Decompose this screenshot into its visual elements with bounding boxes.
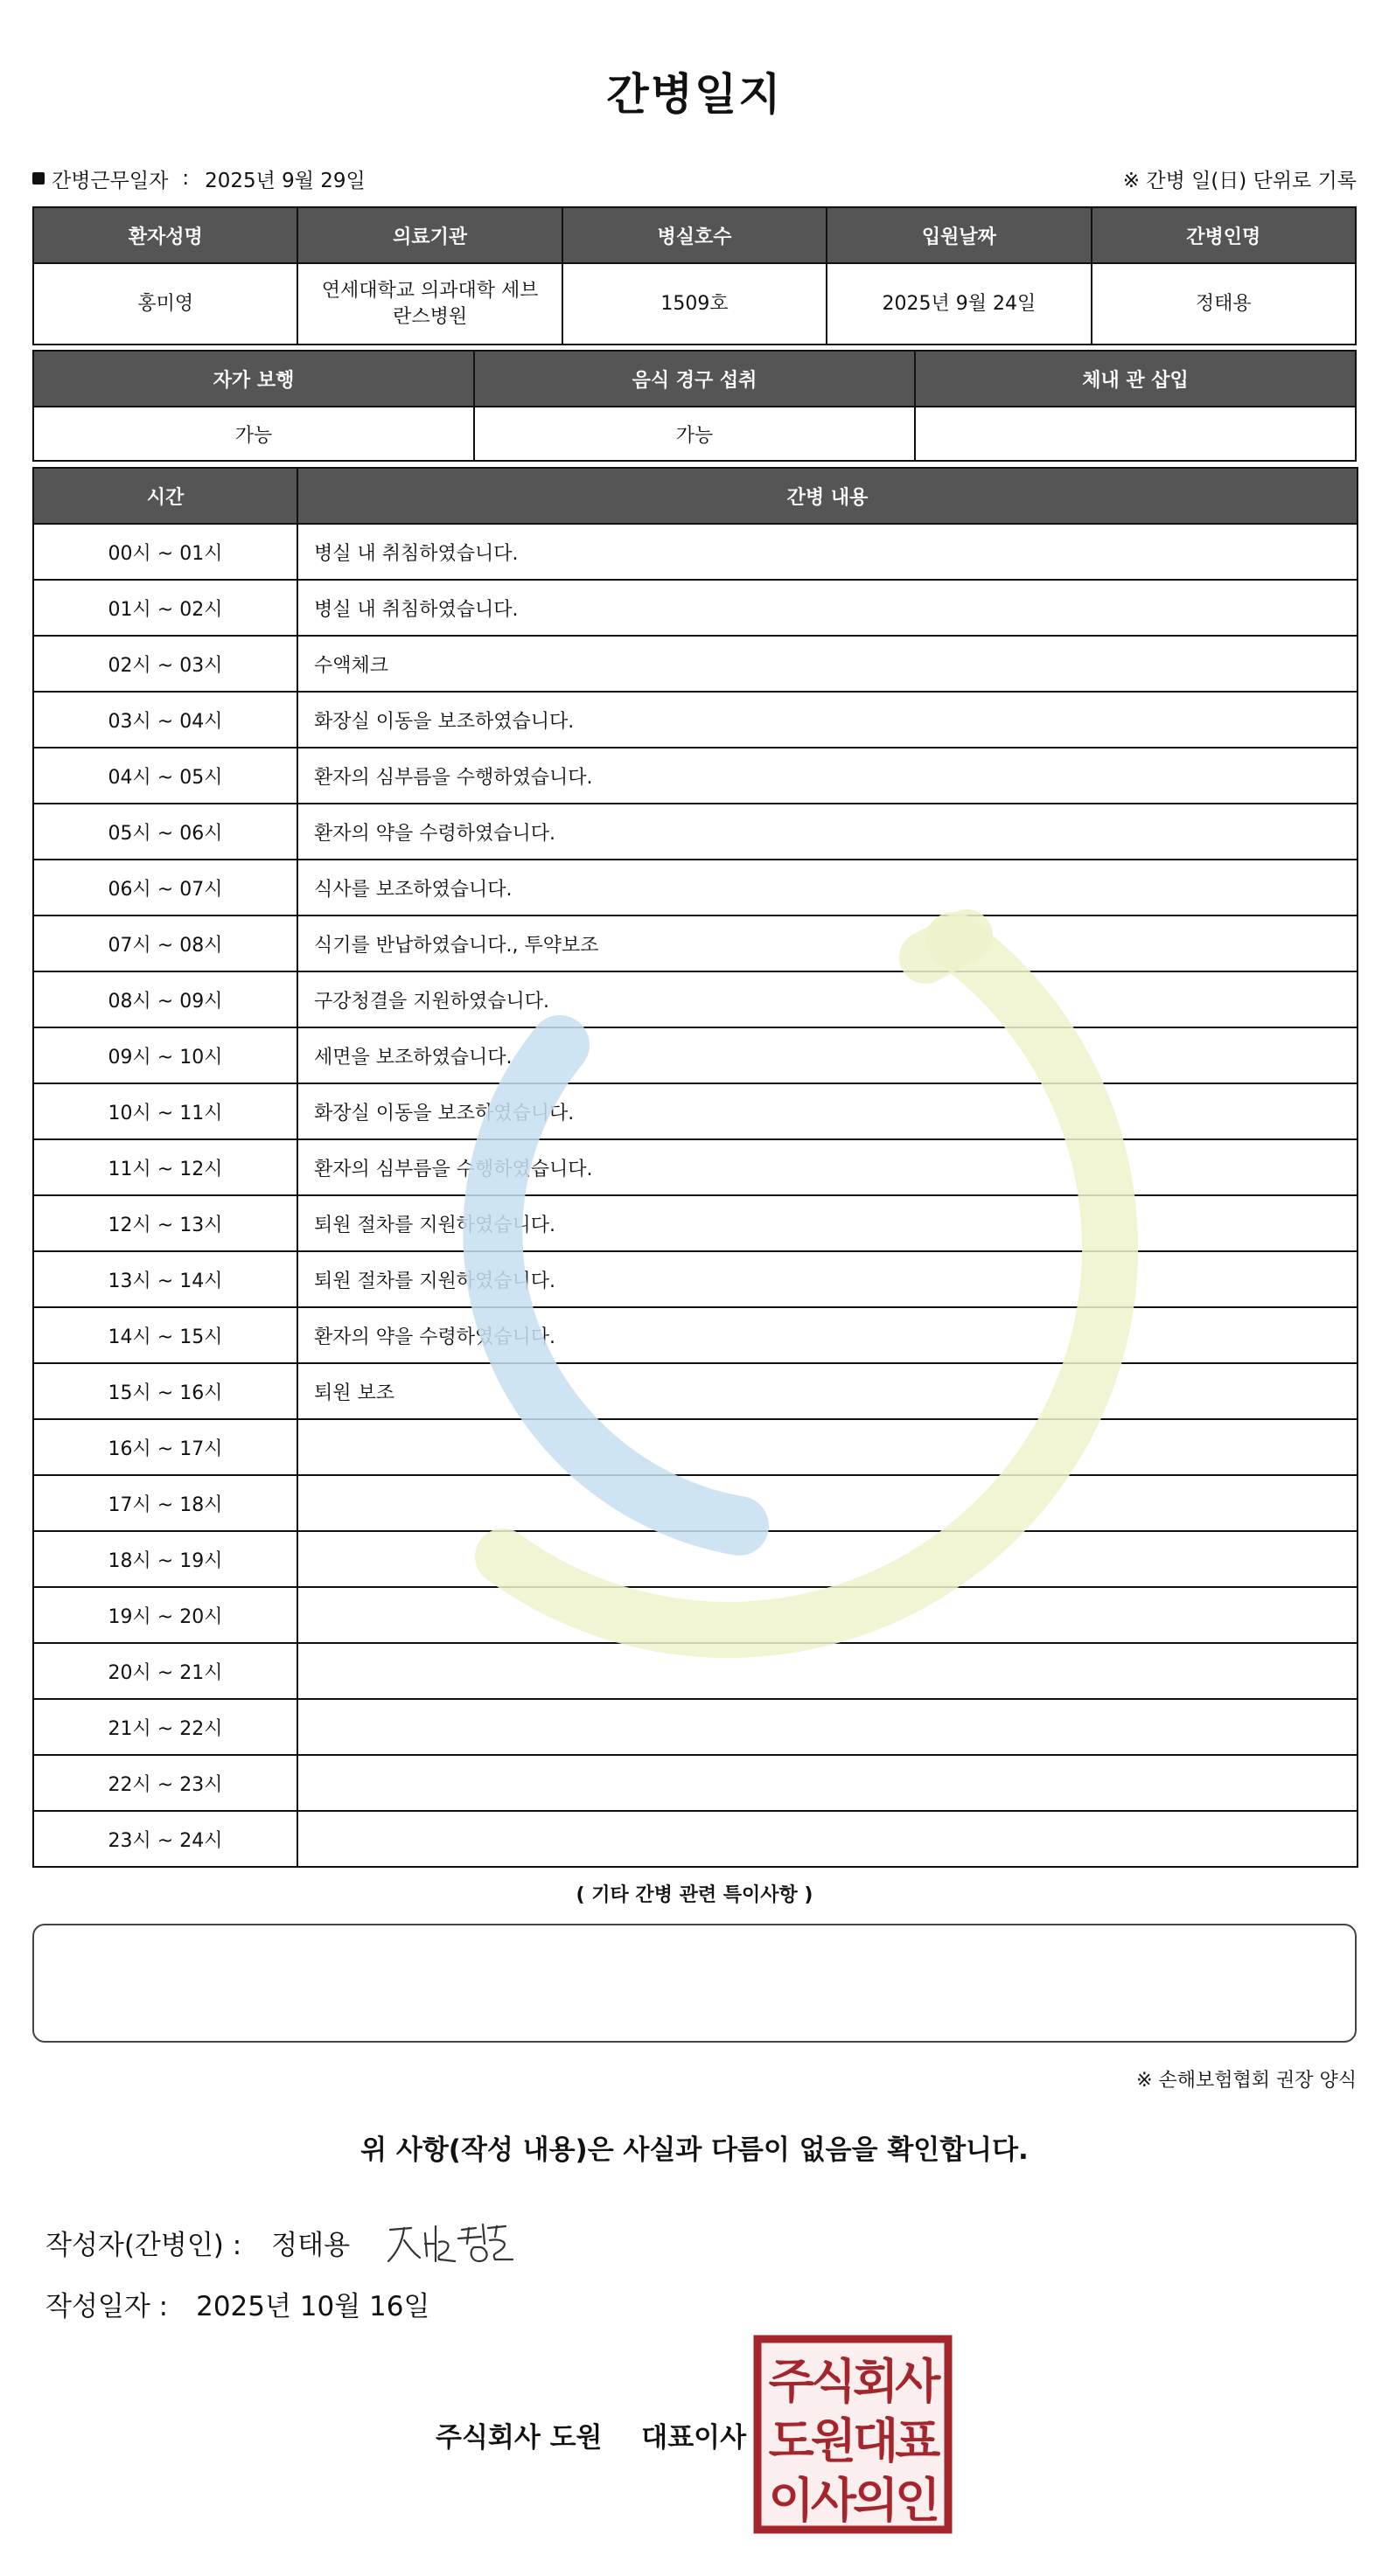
confirmation-statement: 위 사항(작성 내용)은 사실과 다름이 없음을 확인합니다.	[360, 2134, 1029, 2166]
table-row	[33, 748, 1358, 804]
self-walking-value: 가능	[33, 407, 474, 461]
care-content: 수액체크	[297, 636, 1358, 692]
header-self-walking: 자가 보행	[33, 351, 474, 407]
caregiver-name: 정태용	[1092, 263, 1356, 345]
time-slot: 22시 ~ 23시	[33, 1755, 297, 1811]
time-slot: 19시 ~ 20시	[33, 1587, 297, 1643]
table-row	[33, 692, 1358, 748]
time-slot: 11시 ~ 12시	[33, 1139, 297, 1195]
table-row	[33, 916, 1358, 971]
care-content	[297, 1755, 1358, 1811]
header-hospital: 의료기관	[297, 207, 562, 263]
written-date-row	[45, 2284, 429, 2323]
table-row	[33, 860, 1358, 916]
patient-info-table	[32, 206, 1357, 345]
time-slot: 09시 ~ 10시	[33, 1027, 297, 1083]
notes-title: ( 기타 간병 관련 특이사항 )	[576, 1884, 813, 1906]
care-content: 식사를 보조하였습니다.	[297, 860, 1358, 916]
company-signature-line	[436, 2415, 746, 2454]
time-slot: 23시 ~ 24시	[33, 1811, 297, 1867]
work-date-separator: :	[182, 167, 190, 190]
care-content	[297, 1699, 1358, 1755]
care-content: 화장실 이동을 보조하였습니다.	[297, 1083, 1358, 1139]
care-content	[297, 1587, 1358, 1643]
care-content	[297, 1643, 1358, 1699]
time-slot: 16시 ~ 17시	[33, 1419, 297, 1475]
work-date	[32, 163, 366, 194]
time-slot: 02시 ~ 03시	[33, 636, 297, 692]
patient-name: 홍미영	[33, 263, 297, 345]
care-content	[297, 1419, 1358, 1475]
time-slot: 15시 ~ 16시	[33, 1363, 297, 1419]
writer-label: 작성자(간병인) :	[45, 2229, 242, 2261]
header-caregiver-name: 간병인명	[1092, 207, 1356, 263]
time-slot: 18시 ~ 19시	[33, 1531, 297, 1587]
tube-insertion-value	[915, 407, 1356, 461]
care-content: 화장실 이동을 보조하였습니다.	[297, 692, 1358, 748]
header-admission-date: 입원날짜	[827, 207, 1091, 263]
table-row	[33, 524, 1358, 580]
care-content: 환자의 약을 수령하였습니다.	[297, 804, 1358, 860]
care-content: 퇴원 보조	[297, 1363, 1358, 1419]
header-care-content: 간병 내용	[297, 468, 1358, 524]
time-slot: 13시 ~ 14시	[33, 1251, 297, 1307]
table-row	[33, 1251, 1358, 1307]
square-bullet-icon	[32, 172, 45, 184]
care-content: 환자의 심부름을 수행하였습니다.	[297, 748, 1358, 804]
table-row	[33, 636, 1358, 692]
handwritten-signature	[385, 2217, 516, 2266]
header-oral-intake: 음식 경구 섭취	[474, 351, 915, 407]
admission-date: 2025년 9월 24일	[827, 263, 1091, 345]
seal-text: 도원대표	[768, 2413, 938, 2468]
table-row	[33, 1027, 1358, 1083]
care-content: 식기를 반납하였습니다., 투약보조	[297, 916, 1358, 971]
table-row	[33, 1419, 1358, 1475]
seal-text: 이사의인	[768, 2473, 938, 2528]
written-date-value: 2025년 10월 16일	[196, 2291, 430, 2322]
table-row	[33, 1531, 1358, 1587]
care-content: 병실 내 취침하였습니다.	[297, 580, 1358, 636]
time-slot: 21시 ~ 22시	[33, 1699, 297, 1755]
table-row	[33, 1811, 1358, 1867]
table-row	[33, 1475, 1358, 1531]
time-slot: 05시 ~ 06시	[33, 804, 297, 860]
time-slot: 20시 ~ 21시	[33, 1643, 297, 1699]
table-row	[33, 1139, 1358, 1195]
care-content: 퇴원 절차를 지원하였습니다.	[297, 1251, 1358, 1307]
company-name: 주식회사 도원	[436, 2422, 603, 2454]
notes-content	[34, 1925, 1355, 1953]
time-slot: 03시 ~ 04시	[33, 692, 297, 748]
work-date-label: 간병근무일자	[52, 169, 169, 192]
care-content	[297, 1811, 1358, 1867]
time-slot: 01시 ~ 02시	[33, 580, 297, 636]
writer-row	[45, 2217, 516, 2266]
table-row	[33, 1307, 1358, 1363]
table-row	[33, 580, 1358, 636]
table-row	[33, 1755, 1358, 1811]
time-slot: 10시 ~ 11시	[33, 1083, 297, 1139]
table-row	[33, 1195, 1358, 1251]
care-content: 구강청결을 지원하였습니다.	[297, 971, 1358, 1027]
table-row	[33, 1363, 1358, 1419]
care-content: 환자의 약을 수령하였습니다.	[297, 1307, 1358, 1363]
writer-name: 정태용	[271, 2229, 351, 2261]
work-date-value: 2025년 9월 29일	[205, 169, 366, 192]
ability-table	[32, 350, 1357, 462]
time-slot: 04시 ~ 05시	[33, 748, 297, 804]
header-patient-name: 환자성명	[33, 207, 297, 263]
care-content: 병실 내 취침하였습니다.	[297, 524, 1358, 580]
work-date-row	[32, 163, 1357, 194]
time-slot: 06시 ~ 07시	[33, 860, 297, 916]
oral-intake-value: 가능	[474, 407, 915, 461]
care-content: 환자의 심부름을 수행하였습니다.	[297, 1139, 1358, 1195]
seal-text: 주식회사	[768, 2354, 938, 2409]
page-title: 간병일지	[606, 69, 783, 120]
header-time: 시간	[33, 468, 297, 524]
notes-box	[32, 1924, 1357, 2043]
time-slot: 00시 ~ 01시	[33, 524, 297, 580]
table-row	[33, 1083, 1358, 1139]
table-row	[33, 1699, 1358, 1755]
time-slot: 17시 ~ 18시	[33, 1475, 297, 1531]
company-role: 대표이사	[641, 2422, 747, 2454]
hospital-name: 연세대학교 의과대학 세브란스병원	[297, 263, 562, 345]
time-slot: 07시 ~ 08시	[33, 916, 297, 971]
association-note: ※ 손해보험협회 권장 양식	[1136, 2070, 1357, 2092]
care-content	[297, 1531, 1358, 1587]
company-seal-stamp	[753, 2335, 953, 2534]
time-slot: 08시 ~ 09시	[33, 971, 297, 1027]
room-number: 1509호	[562, 263, 827, 345]
header-room: 병실호수	[562, 207, 827, 263]
care-log-table	[32, 467, 1358, 1868]
header-tube-insertion: 체내 관 삽입	[915, 351, 1356, 407]
time-slot: 14시 ~ 15시	[33, 1307, 297, 1363]
care-content: 퇴원 절차를 지원하였습니다.	[297, 1195, 1358, 1251]
table-row	[33, 1587, 1358, 1643]
unit-note: ※ 간병 일(日) 단위로 기록	[1122, 169, 1357, 192]
time-slot: 12시 ~ 13시	[33, 1195, 297, 1251]
care-content	[297, 1475, 1358, 1531]
table-row	[33, 971, 1358, 1027]
table-row	[33, 1643, 1358, 1699]
table-row	[33, 804, 1358, 860]
care-content: 세면을 보조하였습니다.	[297, 1027, 1358, 1083]
written-date-label: 작성일자 :	[45, 2291, 169, 2322]
